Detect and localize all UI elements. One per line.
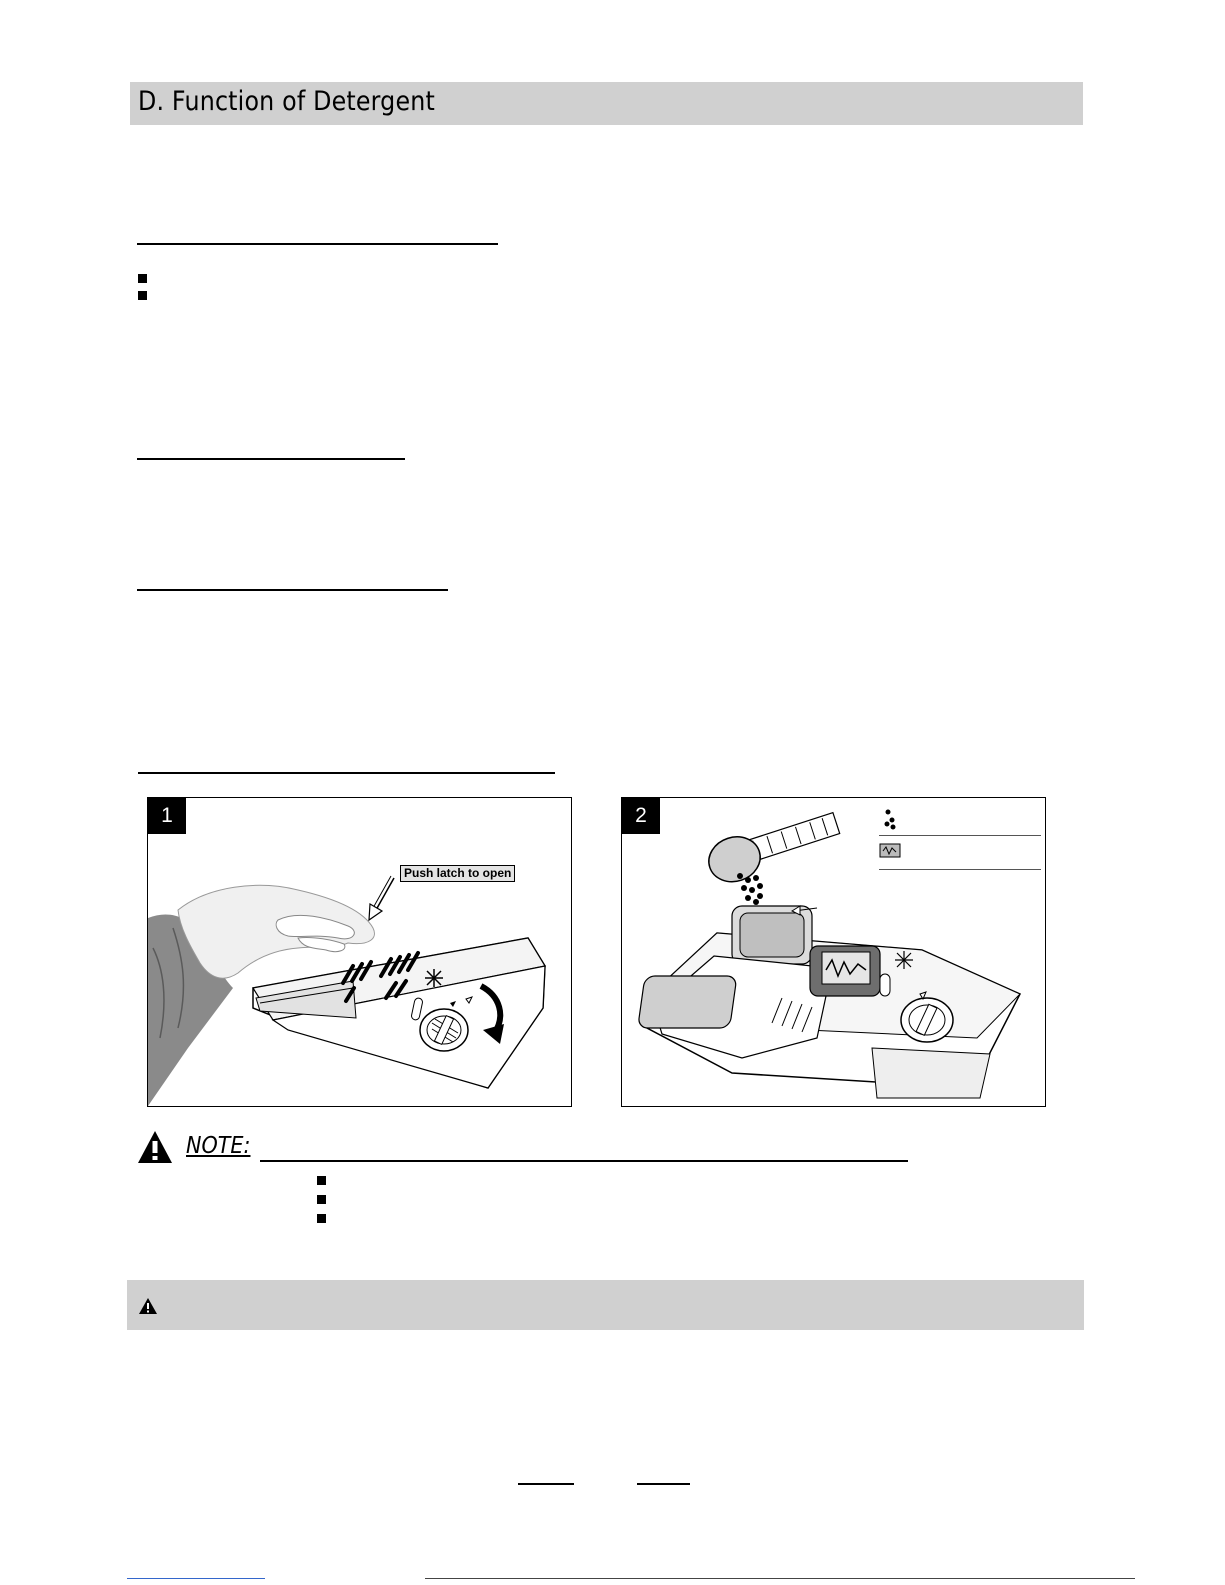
step-badge-2: 2 xyxy=(622,798,660,834)
warning-triangle-icon xyxy=(138,1297,158,1315)
figure-1-panel xyxy=(147,797,572,1107)
subheading-rule-2 xyxy=(137,458,405,460)
dispenser-hand-illustration xyxy=(148,798,571,1106)
footer-rule xyxy=(637,1483,690,1485)
figure-2-panel xyxy=(621,797,1046,1107)
bullet-marker xyxy=(138,274,147,283)
bullet-marker xyxy=(317,1195,326,1204)
warning-triangle-icon xyxy=(137,1129,173,1165)
bullet-marker xyxy=(138,291,147,300)
footer-rule xyxy=(518,1483,574,1485)
section-header-banner xyxy=(130,82,1083,125)
bullet-marker xyxy=(317,1214,326,1223)
step-badge-1: 1 xyxy=(148,798,186,834)
push-latch-label: Push latch to open xyxy=(400,865,515,882)
note-rule xyxy=(260,1160,908,1162)
subheading-rule-4 xyxy=(138,772,555,774)
section-title: D. Function of Detergent xyxy=(138,86,435,117)
warning-banner xyxy=(127,1280,1084,1330)
subheading-rule-3 xyxy=(137,589,448,591)
dispenser-fill-illustration xyxy=(622,798,1045,1106)
note-title: NOTE: xyxy=(186,1133,251,1159)
footer-link-underline xyxy=(127,1578,265,1579)
subheading-rule-1 xyxy=(137,243,498,245)
bullet-marker xyxy=(317,1176,326,1185)
footer-rule xyxy=(425,1578,1135,1579)
